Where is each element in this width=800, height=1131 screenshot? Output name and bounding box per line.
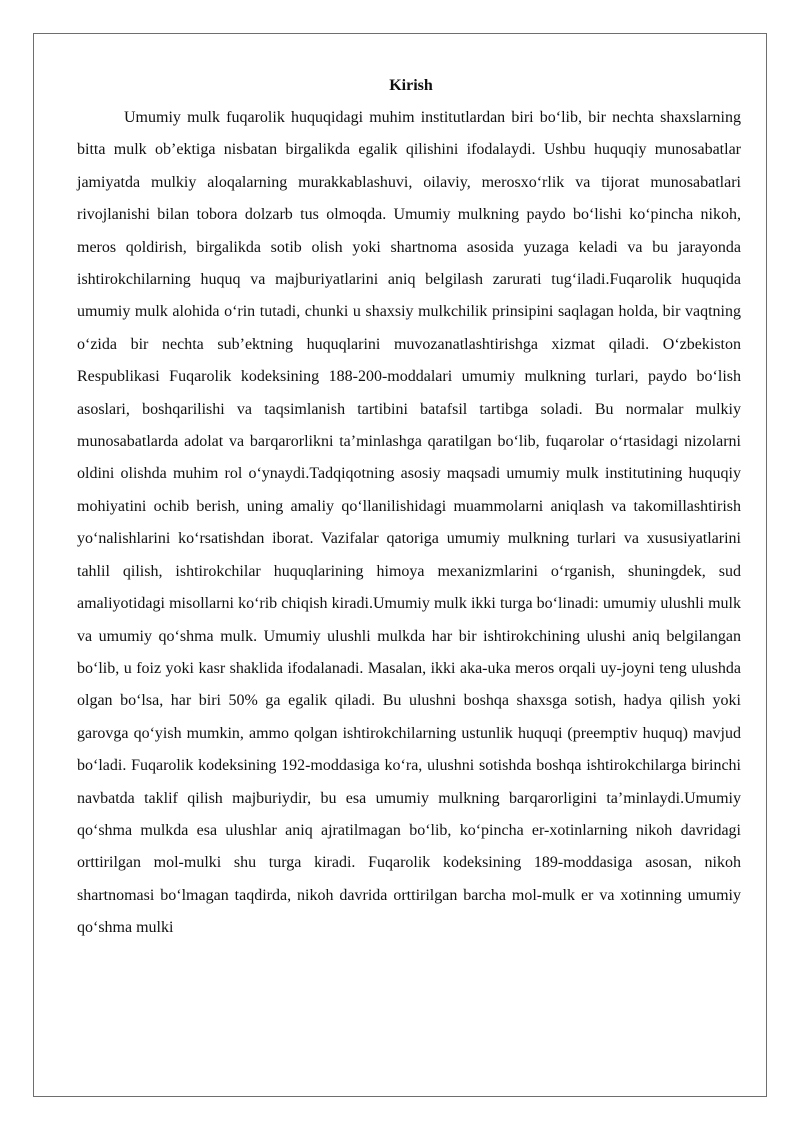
document-title: Kirish	[389, 77, 433, 94]
body-paragraph: Umumiy mulk fuqarolik huquqidagi muhim institutlardan biri bo‘lib, bir nechta shaxslarning bitta mulk ob’ektiga nisbatan birgalikda egalik qilishini ifodalaydi. Ushbu huquqiy munosabatlar jamiyatda mulkiy aloqalarning murakkablashuvi, oilaviy, merosxo‘rlik va tijorat munosabatlari rivojlanishi bilan tobora dolzarb tus olmoqda. Umumiy mulkning paydo bo‘lishi ko‘pincha nikoh, meros qoldirish, birgalikda sotib olish yoki shartnoma asosida yuzaga keladi va bu jarayonda ishtirokchilarning huquq va majburiyatlarini aniq belgilash zarurati tug‘iladi.Fuqarolik huquqida umumiy mulk alohida o‘rin tutadi, chunki u shaxsiy mulkchilik prinsipini saqlagan holda, bir vaqtning o‘zida bir nechta sub’ektning huquqlarini muvozanatlashtirishga xizmat qiladi. O‘zbekiston Respublikasi Fuqarolik kodeksining 188-200-moddalari umumiy mulkning turlari, paydo bo‘lish asoslari, boshqarilishi va taqsimlanish tartibini batafsil tartibga soladi. Bu normalar mulkiy munosabatlarda adolat va barqarorlikni ta’minlashga qaratilgan bo‘lib, fuqarolar o‘rtasidagi nizolarni oldini olishda muhim rol o‘ynaydi.Tadqiqotning asosiy maqsadi umumiy mulk institutining huquqiy mohiyatini ochib berish, uning amaliy qo‘llanilishidagi muammolarni aniqlash va takomillashtirish yo‘nalishlarini ko‘rsatishdan iborat. Vazifalar qatoriga umumiy mulkning turlari va xususiyatlarini tahlil qilish, ishtirokchilar huquqlarining himoya mexanizmlarini o‘rganish, shuningdek, sud amaliyotidagi misollarni ko‘rib chiqish kiradi.Umumiy mulk ikki turga bo‘linadi: umumiy ulushli mulk va umumiy qo‘shma mulk. Umumiy ulushli mulkda har bir ishtirokchining ulushi aniq belgilangan bo‘lib, u foiz yoki kasr shaklida ifodalanadi. Masalan, ikki aka-uka meros orqali uy-joyni teng ulushda olgan bo‘lsa, har biri 50% ga egalik qiladi. Bu ulushni boshqa shaxsga sotish, hadya qilish yoki garovga qo‘yish mumkin, ammo qolgan ishtirokchilarning ustunlik huquqi (preemptiv huquq) mavjud bo‘ladi. Fuqarolik kodeksining 192-moddasiga ko‘ra, ulushni sotishda boshqa ishtirokchilarga birinchi navbatda taklif qilish majburiydir, bu esa umumiy mulkning barqarorligini ta’minlaydi.Umumiy qo‘shma mulkda esa ulushlar aniq ajratilmagan bo‘lib, ko‘pincha er-xotinlarning nikoh davridagi orttirilgan mol-mulki shu turga kiradi. Fuqarolik kodeksining 189-moddasiga asosan, nikoh shartnomasi bo‘lmagan taqdirda, nikoh davrida orttirilgan barcha mol-mulk er va xotinning umumiy qo‘shma mulki	[77, 109, 741, 937]
document-content	[77, 70, 741, 945]
